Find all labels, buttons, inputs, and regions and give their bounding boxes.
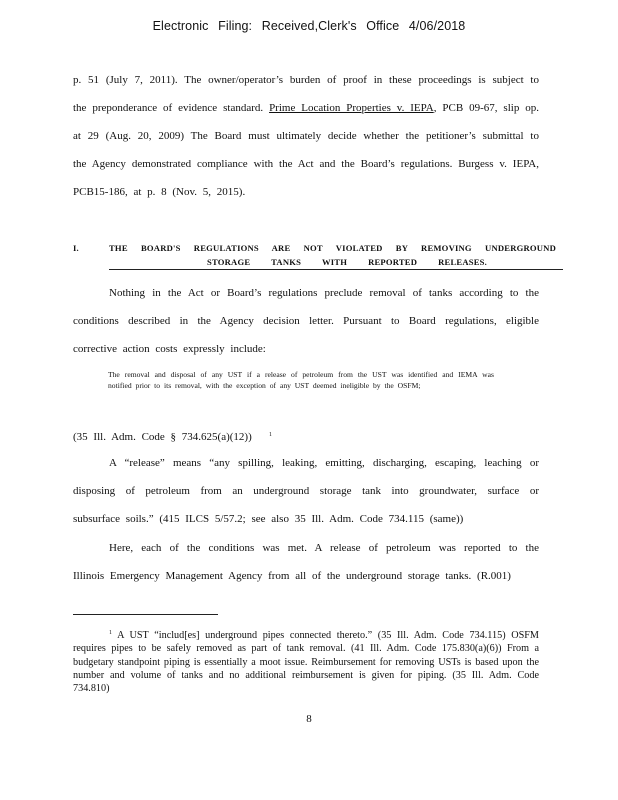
page-number: 8 — [306, 713, 312, 725]
citation-text: (35 Ill. Adm. Code § 734.625(a)(12)) — [73, 431, 252, 443]
paragraph-text: Nothing in the Act or Board’s regulations preclude removal of tanks according to the conditions described in the Agency decision letter. Pursuant to Board regulations, eligible corrective action costs expressly include: — [73, 287, 539, 355]
paragraph-text: p. 51 (July 7, 2011). The owner/operator’s burden of proof in these proceedings is subject to the preponderance of evidence standard. — [73, 74, 539, 114]
paragraph-text: , PCB 09-67, slip op. at 29 (Aug. 20, 2009) The Board must ultimately decide whether the petitioner’s submittal to the Agency demonstrated compliance with the Act and the Board’s regulations. Burgess v. IEPA, PCB15-186, at p. 8 (Nov. 5, 2015). — [73, 102, 539, 198]
paragraph-release-definition — [73, 449, 539, 533]
filing-header: Electronic Filing: Received,Clerk's Office 4/06/2018 — [152, 19, 466, 33]
section-heading-line-2: STORAGE TANKS WITH REPORTED RELEASES. — [207, 257, 487, 267]
footnote — [73, 627, 539, 695]
paragraph-eligible-costs — [73, 279, 539, 363]
footnote-reference: 1 — [269, 432, 272, 438]
paragraph-conditions-met — [73, 534, 539, 590]
footnote-text: A UST “includ[es] underground pipes connected thereto.” (35 Ill. Adm. Code 734.115) OSFM requires pipes to be safely removed as part of tank removal. (41 Ill. Adm. Code 175.830(a)(6)) From a budgetary standpoint piping is essentially a moot issue. Reimbursement for removing USTs is based upon the number and volume of tanks and no additional reimbursement is given for piping. (35 Ill. Adm. Code 734.810) — [73, 630, 539, 695]
section-heading-underline — [109, 269, 563, 270]
case-citation-underlined: Prime Location Properties v. IEPA — [269, 102, 434, 114]
footnote-mark: 1 — [109, 630, 112, 636]
block-quote: The removal and disposal of any UST if a release of petroleum from the UST was identified and IEMA was notified prior to its removal, with the exception of any UST deemed ineligible by the OSFM; — [108, 370, 494, 390]
paragraph-burden-of-proof — [73, 66, 539, 206]
paragraph-text: A “release” means “any spilling, leaking, emitting, discharging, escaping, leaching or disposing of petroleum from an underground storage tank into groundwater, surface or subsurface soils.” (415 ILCS 5/57.2; see also 35 Ill. Adm. Code 734.115 (same)) — [73, 457, 539, 525]
section-number: I. — [73, 243, 79, 253]
citation-line — [73, 421, 539, 451]
footnote-separator — [73, 614, 218, 615]
paragraph-text: Here, each of the conditions was met. A release of petroleum was reported to the Illinois Emergency Management Agency from all of the underground storage tanks. (R.001) — [73, 542, 539, 582]
section-heading-line-1: THE BOARD'S REGULATIONS ARE NOT VIOLATED BY REMOVING UNDERGROUND — [109, 243, 556, 253]
